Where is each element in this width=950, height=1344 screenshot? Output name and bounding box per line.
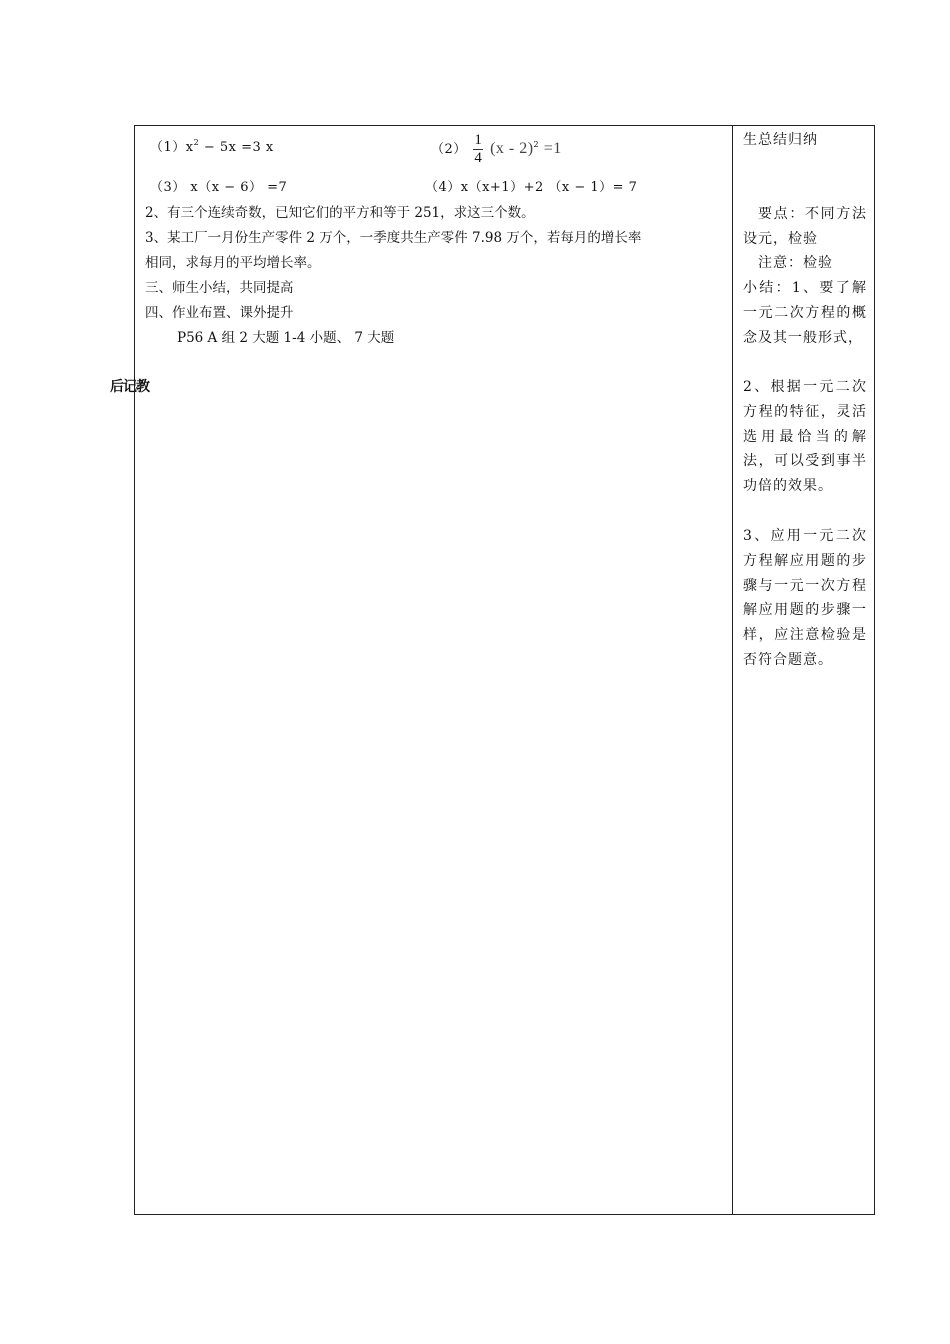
fraction-denominator: 4 <box>474 150 483 166</box>
afterword-label: 后记教 <box>110 379 149 395</box>
equation-1-rest: − 5x =3 x <box>199 140 274 155</box>
equation-1 <box>150 139 274 157</box>
fraction-numerator: 1 <box>474 132 483 148</box>
equation-4: （4）x（x+1）+2 （x − 1）= 7 <box>425 180 638 195</box>
side-summary-1: 小结：1、要了解一元二次方程的概念及其一般形式， <box>743 280 867 346</box>
side-key-points: 要点：不同方法设元，检验 <box>743 206 867 247</box>
equation-1-label: （1） <box>150 140 186 155</box>
fraction <box>473 133 483 166</box>
side-column <box>733 126 874 1214</box>
equation-1-exponent: 2 <box>193 138 200 147</box>
equation-2-exponent: 2 <box>533 140 540 149</box>
main-column <box>135 126 732 1214</box>
equation-3: （3） x（x − 6） =7 <box>150 180 288 195</box>
equation-2 <box>431 132 562 167</box>
equation-2-label: （2） <box>431 142 467 157</box>
section-homework: 四、作业布置、课外提升 <box>145 305 294 321</box>
side-note: 注意：检验 <box>758 255 833 271</box>
side-summary-2: 2、根据一元二次方程的特征，灵活选用最恰当的解法，可以受到事半功倍的效果。 <box>743 379 867 495</box>
section-summary: 三、师生小结，共同提高 <box>145 280 294 296</box>
equation-2-expression: (x - 2) <box>490 140 534 157</box>
problem-2: 2、有三个连续奇数，已知它们的平方和等于 251，求这三个数。 <box>145 205 535 221</box>
equation-1-variable: x <box>185 140 194 155</box>
equation-2-rhs: =1 <box>543 140 562 157</box>
side-summary-heading: 生总结归纳 <box>743 132 818 148</box>
problem-3-line-2: 相同，求每月的平均增长率。 <box>145 255 321 271</box>
problem-3-line-1: 3、某工厂一月份生产零件 2 万个，一季度共生产零件 7.98 万个，若每月的增长率 <box>145 230 642 246</box>
homework-detail: P56 A 组 2 大题 1-4 小题、 7 大题 <box>177 330 395 346</box>
lesson-table <box>134 125 875 1215</box>
side-summary-3: 3、应用一元二次方程解应用题的步骤与一元一次方程解应用题的步骤一样，应注意检验是否符合题意。 <box>743 528 867 668</box>
